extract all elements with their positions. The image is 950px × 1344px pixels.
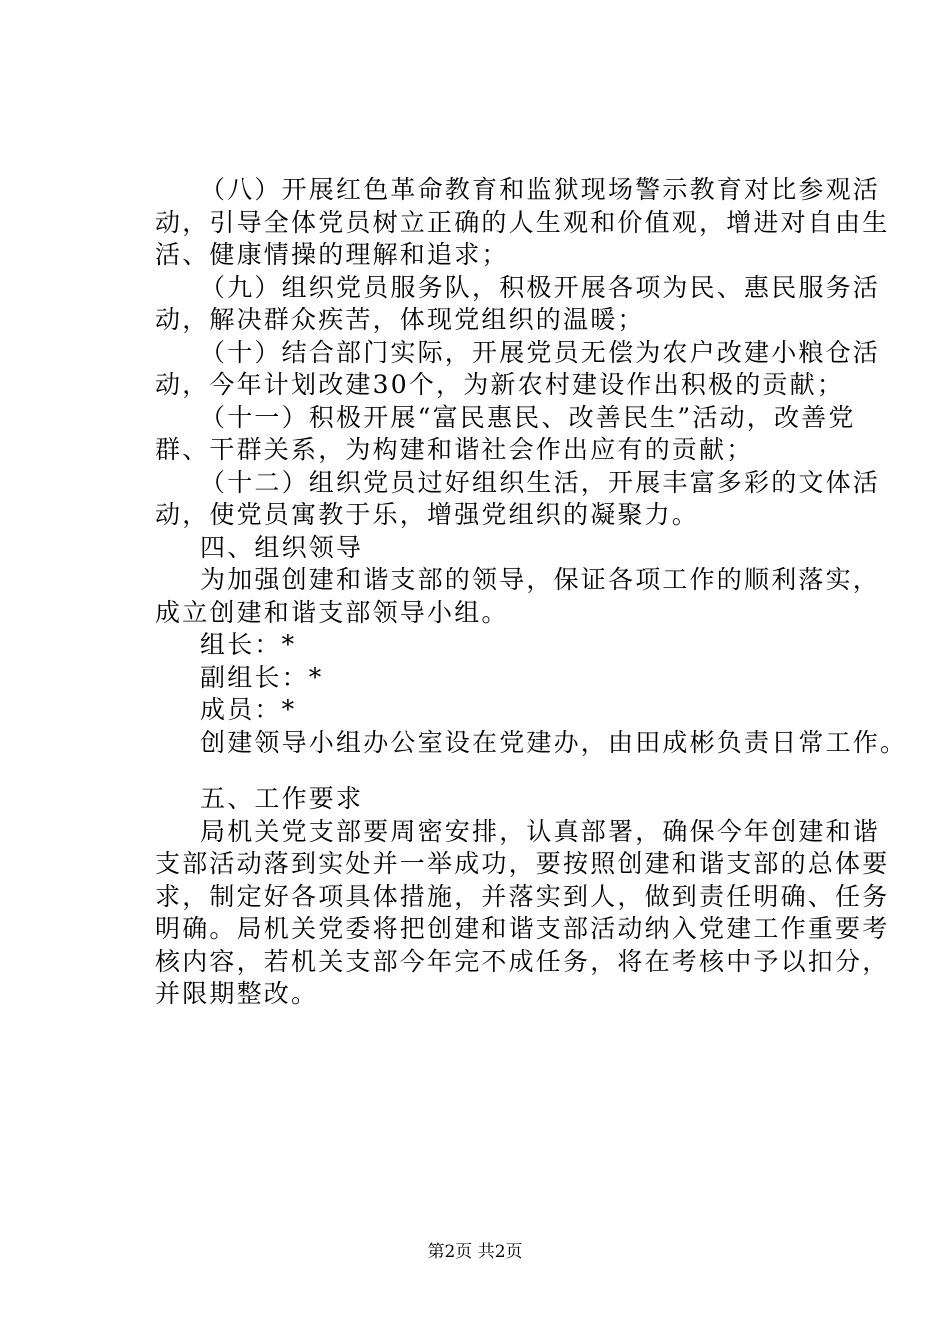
paragraph-line: 并限期整改。 (155, 979, 319, 1008)
paragraph-line: 求，制定好各项具体措施，并落实到人，做到责任明确、任务 (155, 881, 890, 911)
paragraph-line: 成立创建和谐支部领导小组。 (155, 597, 509, 627)
paragraph-line: 动，解决群众疾苦，体现党组织的温暖； (155, 305, 645, 334)
paragraph-line: 动，引导全体党员树立正确的人生观和价值观，增进对自由生 (155, 207, 890, 237)
paragraph-line: 明确。局机关党委将把创建和谐支部活动纳入党建工作重要考 (155, 914, 890, 943)
paragraph-gap (155, 759, 835, 783)
paragraph-line: （八）开展红色革命教育和监狱现场警示教育对比参观活 (200, 175, 881, 204)
paragraph-line: 群、干群关系，为构建和谐社会作出应有的贡献； (155, 435, 754, 464)
paragraph-line: 动，使党员寓教于乐，增强党组织的凝聚力。 (155, 500, 700, 529)
leader-line: 组长：* (200, 630, 297, 659)
paragraph-line: 为加强创建和谐支部的领导，保证各项工作的顺利落实， (200, 565, 881, 594)
paragraph-line: 活、健康情操的理解和追求； (155, 240, 509, 269)
paragraph-line: （十一）积极开展“富民惠民、改善民生”活动，改善党 (200, 402, 856, 432)
paragraph-line: 核内容，若机关支部今年完不成任务，将在考核中予以扣分， (155, 946, 890, 976)
document-body (155, 174, 908, 1011)
paragraph-line: （九）组织党员服务队，积极开展各项为民、惠民服务活 (200, 272, 881, 302)
section-heading: 四、组织领导 (200, 532, 364, 562)
deputy-leader-line: 副组长：* (200, 662, 324, 692)
paragraph-line: （十二）组织党员过好组织生活，开展丰富多彩的文体活 (200, 467, 881, 497)
page-footer (0, 1240, 950, 1264)
paragraph-line: 动，今年计划改建30个，为新农村建设作出积极的贡献； (155, 370, 845, 399)
paragraph-line: 支部活动落到实处并一举成功，要按照创建和谐支部的总体要 (155, 849, 890, 878)
paragraph-line: 创建领导小组办公室设在党建办，由田成彬负责日常工作。 (200, 727, 908, 757)
paragraph-line: （十）结合部门实际，开展党员无偿为农户改建小粮仓活 (200, 337, 881, 367)
page-number: 第2页 共2页 (427, 1242, 523, 1262)
members-line: 成员：* (200, 695, 297, 724)
section-heading: 五、工作要求 (200, 784, 364, 813)
paragraph-line: 局机关党支部要周密安排，认真部署，确保今年创建和谐 (200, 816, 881, 846)
